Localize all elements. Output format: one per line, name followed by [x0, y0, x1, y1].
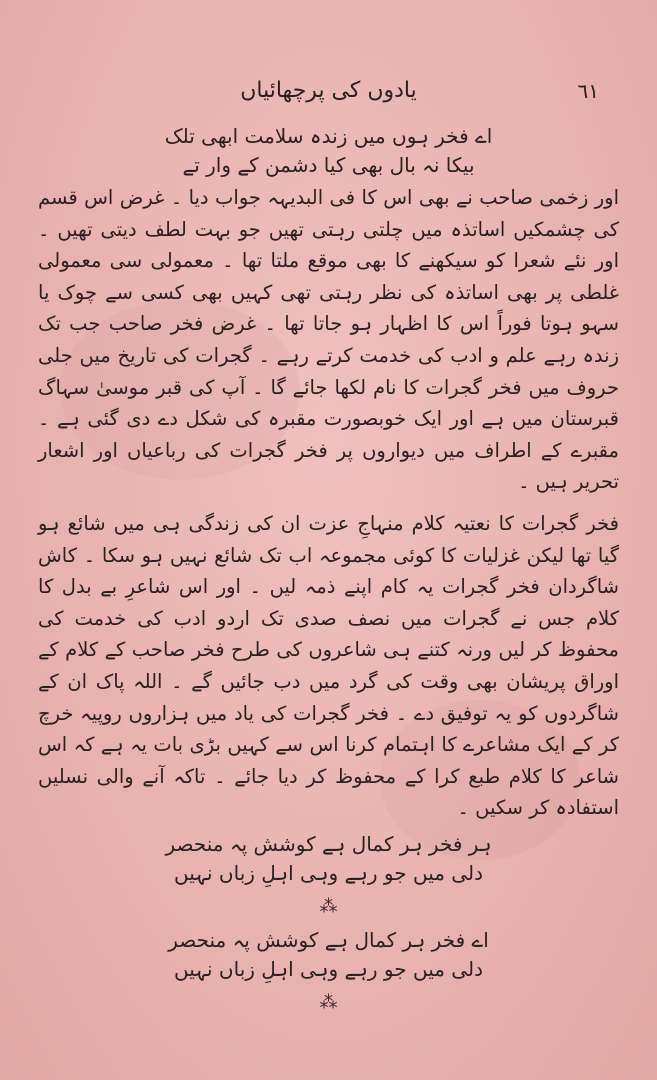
- closing-couplet: [38, 926, 619, 984]
- verse-line: بیکا نہ بال بھی کیا دشمن کے وار تے: [182, 153, 475, 177]
- section-separator: ⁂: [319, 895, 338, 917]
- paragraph: اور زخمی صاحب نے بھی اس کا فی البدیہہ جواب دیا ۔ غرض اس قسم کی چشمکیں اساتذہ میں چلتی رہتی تھیں جو بہت لطف دیتی تھیں ۔ اور نئے شعرا کو سیکھنے کا بھی موقع ملتا تھا ۔ معمولی سی معمولی غلطی پر بھی اساتذہ کی نظر رہتی تھی کہیں بھی کسی سے چوک یا سہو ہوتا فوراً اس کا اظہار ہو جاتا تھا ۔ غرض فخر صاحب جب تک زندہ رہے علم و ادب کی خدمت کرتے رہے ۔ گجرات کی تاریخ میں جلی حروف میں فخر گجرات کا نام لکھا جائے گا ۔ آپ کی قبر موسیٰ سہاگ قبرستان میں ہے اور ایک خوبصورت مقبرہ کی شکل دے دی گئی ہے ۔ مقبرے کے اطراف میں دیواروں پر فخر گجرات کی رباعیاں اور اشعار تحریر ہیں ۔: [38, 186, 619, 494]
- paragraph-gap: [38, 498, 619, 508]
- verse-line: ہر فخر ہر کمال ہے کوشش پہ منحصر: [165, 831, 492, 856]
- paragraph: فخر گجرات کا نعتیہ کلام منہاجِ عزت ان کی زندگی ہی میں شائع ہو گیا تھا لیکن غزلیات کا کوئی مجموعہ اب تک شائع نہیں ہو سکا ۔ کاش شاگردان فخر گجرات یہ کام اپنے ذمہ لیں ۔ اور اس شاعرِ بے بدل کا کلام جس نے گجرات میں نصف صدی تک اردو ادب کی خدمت کی محفوظ کر لیں ورنہ کتنے ہی شاعروں کی طرح فخر صاحب کے کلام کے اوراق پریشان بھی وقت کی گرد میں دب جائیں گے ۔ اللہ پاک ان کے شاگردوں کو یہ توفیق دے ۔ فخر گجرات کی یاد میں ہزاروں روپیہ خرچ کر کے ایک مشاعرے کا اہتمام کرنا اس سے کہیں بڑی بات یہ ہے کہ اس شاعر کا کلام طبع کرا کے محفوظ کر دیا جائے ۔ تاکہ آنے والی نسلیں استفادہ کر سکیں ۔: [38, 511, 619, 820]
- running-title: یادوں کی پرچھائیاں: [240, 78, 417, 103]
- opening-couplet: [38, 122, 619, 180]
- verse-line: اے فخر ہوں میں زندہ سلامت ابھی تلک: [164, 124, 493, 148]
- verse-line: دلی میں جو رہے وہی اہلِ زباں نہیں: [174, 956, 483, 981]
- verse-line: دلی میں جو رہے وہی اہلِ زباں نہیں: [174, 860, 483, 885]
- section-separator: ⁂: [319, 991, 338, 1013]
- page-body: [38, 122, 619, 1022]
- page-number: ٦١: [577, 79, 599, 103]
- closing-couplet: [38, 830, 619, 888]
- verse-line: اے فخر ہر کمال ہے کوشش پہ منحصر: [168, 927, 489, 952]
- page-header: [40, 74, 617, 108]
